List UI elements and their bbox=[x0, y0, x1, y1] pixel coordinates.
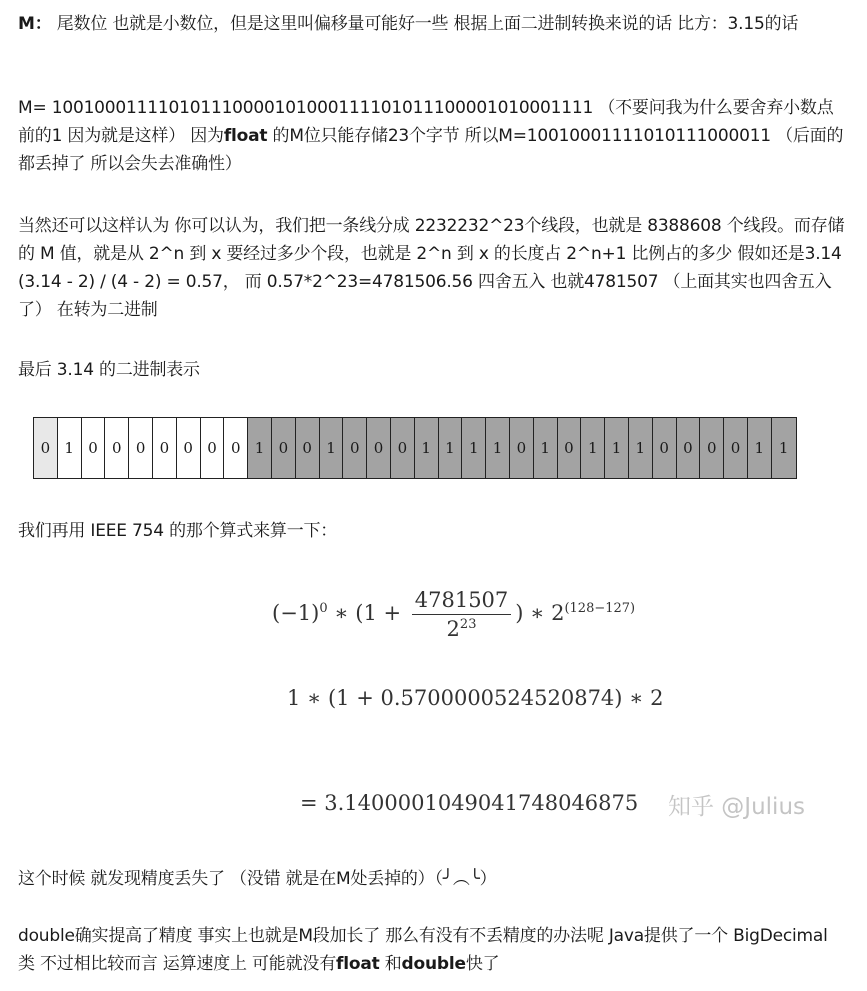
mantissa-bit: 1 bbox=[534, 418, 558, 478]
double-paragraph bbox=[18, 922, 848, 978]
formula-power: (128−127) bbox=[564, 601, 636, 616]
mantissa-bit: 1 bbox=[486, 418, 510, 478]
mantissa-bit: 0 bbox=[700, 418, 724, 478]
formula-fraction bbox=[412, 588, 512, 641]
formula-line-3: = 3.1400001049041748046875 bbox=[300, 791, 639, 815]
mantissa-bit: 1 bbox=[320, 418, 344, 478]
sign-bit: 0 bbox=[34, 418, 58, 478]
fraction-denominator bbox=[412, 615, 512, 641]
mantissa-bit: 1 bbox=[462, 418, 486, 478]
double-text-2: 和 bbox=[379, 954, 402, 974]
binary-representation-table bbox=[33, 417, 797, 479]
exponent-bit: 0 bbox=[153, 418, 177, 478]
precision-lost-text: 这个时候 就发现精度丢失了 （没错 就是在M处丢掉的）（╯︵╰） bbox=[18, 869, 497, 889]
mantissa-bit: 0 bbox=[296, 418, 320, 478]
mantissa-bit: 0 bbox=[367, 418, 391, 478]
float-keyword-2: float bbox=[336, 954, 380, 974]
mantissa-bits-text-1: M= 100100011110101110000101000111101011100001010001111 （不要问我为什么要舍弃小数点前的1 因为就是这样） 因为 bbox=[18, 98, 834, 146]
segments-text: 当然还可以这样认为 你可以认为，我们把一条线分成 2232232^23个线段，也就是 8388608 个线段。而存储的 M 值，就是从 2^n 到 x 要经过多少个段，也就是 2^n 到 x 的长度占 2^n+1 比例占的多少 假如还是3.14 (3.14 - 2) / (4 - 2) = 0.57， 而 0.57*2^23=4781506.56 四舍五入 也就4781507 （上面其实也四舍五入了） 在转为二进制 bbox=[18, 216, 845, 320]
exponent-bit: 0 bbox=[105, 418, 129, 478]
mantissa-bit: 1 bbox=[629, 418, 653, 478]
mantissa-bit: 1 bbox=[415, 418, 439, 478]
formula-line-1 bbox=[272, 588, 635, 641]
mantissa-bit: 1 bbox=[439, 418, 463, 478]
exponent-bit: 0 bbox=[177, 418, 201, 478]
mantissa-bit: 1 bbox=[748, 418, 772, 478]
final-representation-paragraph bbox=[18, 356, 848, 384]
mantissa-bit: 0 bbox=[510, 418, 534, 478]
segments-paragraph bbox=[18, 212, 848, 324]
mantissa-label: M： bbox=[18, 14, 52, 34]
ieee-text: 我们再用 IEEE 754 的那个算式来算一下： bbox=[18, 521, 338, 541]
mantissa-bit: 0 bbox=[677, 418, 701, 478]
double-text-1: double确实提高了精度 事实上也就是M段加长了 那么有没有不丢精度的办法呢 Java提供了一个 BigDecimal 类 不过相比较而言 运算速度上 可能就没有 bbox=[18, 926, 828, 974]
fraction-denominator-base: 2 bbox=[446, 617, 460, 641]
double-keyword: double bbox=[401, 954, 466, 974]
mantissa-bit: 1 bbox=[772, 418, 796, 478]
mantissa-bits-paragraph bbox=[18, 94, 848, 178]
mantissa-intro-text: 尾数位 也就是小数位，但是这里叫偏移量可能好一些 根据上面二进制转换来说的话 比方：3.15的话 bbox=[56, 14, 799, 34]
mantissa-intro-paragraph bbox=[18, 10, 848, 38]
mantissa-bit: 0 bbox=[724, 418, 748, 478]
mantissa-bits-text-2: 的M位只能存储23个字节 所以M=10010001111010111000011 （后面的都丢掉了 所以会失去准确性） bbox=[18, 126, 844, 174]
formula-sign-term: (−1) bbox=[272, 601, 320, 625]
mantissa-bit: 0 bbox=[391, 418, 415, 478]
mantissa-bit: 0 bbox=[272, 418, 296, 478]
exponent-bit: 0 bbox=[82, 418, 106, 478]
fraction-numerator: 4781507 bbox=[412, 588, 512, 615]
formula-sign-exponent: 0 bbox=[319, 601, 328, 616]
fraction-denominator-exponent: 23 bbox=[459, 617, 477, 632]
zhihu-watermark: 知乎 @Julius bbox=[668, 794, 806, 820]
ieee-paragraph bbox=[18, 517, 848, 545]
exponent-bit: 0 bbox=[201, 418, 225, 478]
mantissa-bit: 0 bbox=[653, 418, 677, 478]
mantissa-bit: 1 bbox=[248, 418, 272, 478]
formula-mid: ∗ (1 + bbox=[327, 601, 408, 625]
double-text-3: 快了 bbox=[465, 954, 500, 974]
float-keyword: float bbox=[223, 126, 268, 146]
exponent-bit: 1 bbox=[58, 418, 82, 478]
formula-suffix: ) ∗ 2 bbox=[515, 601, 565, 625]
mantissa-bit: 1 bbox=[605, 418, 629, 478]
mantissa-bit: 0 bbox=[558, 418, 582, 478]
formula-line-2: 1 ∗ (1 + 0.5700000524520874) ∗ 2 bbox=[287, 686, 664, 710]
mantissa-bit: 1 bbox=[581, 418, 605, 478]
exponent-bit: 0 bbox=[129, 418, 153, 478]
final-representation-text: 最后 3.14 的二进制表示 bbox=[18, 360, 200, 380]
precision-lost-paragraph bbox=[18, 865, 848, 893]
mantissa-bit: 0 bbox=[343, 418, 367, 478]
exponent-bit: 0 bbox=[224, 418, 248, 478]
